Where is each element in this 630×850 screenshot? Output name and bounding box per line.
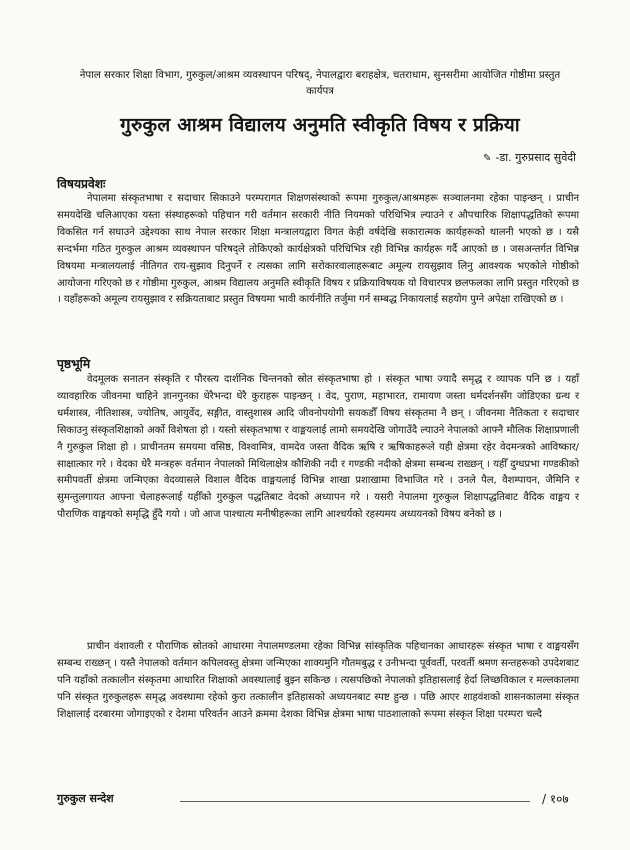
intro-line: नेपाल सरकार शिक्षा विभाग, गुरुकुल/आश्रम व्यवस्थापन परिषद्, नेपालद्वारा बराहक्षेत्र, चतराधाम, सुनसरीमा आयोजित गोष्ठीमा प्रस्तुत कार्यपत्र <box>79 70 561 97</box>
footer-magazine-name: गुरुकुल सन्देश <box>57 792 114 805</box>
author-name: -डा. गुरुप्रसाद सुवेदी <box>495 151 576 164</box>
pen-icon: ✎ <box>483 153 492 164</box>
page-title: गुरुकुल आश्रम विद्यालय अनुमति स्वीकृति विषय र प्रक्रिया <box>120 114 520 136</box>
footer-divider <box>180 801 530 802</box>
paragraph-background-2: प्राचीन वंशावली र पौराणिक स्रोतको आधारमा नेपालमण्डलमा रहेका विभिन्न सांस्कृतिक पहिचानका आधारहरू संस्कृत भाषा र वाङ्मयसँग सम्बन्ध राख्छन् । यस्तै नेपालको वर्तमान कपिलवस्तु क्षेत्रमा जन्मिएका शाक्यमुनि गौतमबुद्ध र उनीभन्दा पूर्ववर्ती, परवर्ती श्रमण सन्तहरूको उपदेशबाट पनि यहाँको तत्कालीन संस्कृतमा आधारित शिक्षाको अवस्थालाई बुझ्न सकिन्छ । त्यसपछिको नेपालको इतिहासलाई हेर्दा लिच्छविकाल र मल्लकालमा पनि संस्कृत गुरुकुलहरू समृद्ध अवस्थामा रहेको कुरा तत्कालीन इतिहासको अध्ययनबाट स्पष्ट हुन्छ । पछि आएर शाहवंशको शासनकालमा संस्कृत शिक्षालाई दरबारमा जोगाइएको र देशमा परिवर्तन आउने क्रममा देशका विभिन्न क्षेत्रमा भाषा पाठशालाको रूपमा संस्कृत शिक्षा परम्परा चल्दै <box>57 641 579 720</box>
section-heading-intro: विषयप्रवेशः <box>57 177 106 191</box>
paragraph-intro: नेपालमा संस्कृतभाषा र सदाचार सिकाउने परम्परागत शिक्षणसंस्थाको रूपमा गुरुकुल/आश्रमहरू सञ्चालनमा रहेका पाइन्छन् । प्राचीन समयदेखि चलिआएका यस्ता संस्थाहरूको पहिचान गरी वर्तमान सरकारी नीति नियमको परिधिभित्र ल्याउने र औपचारिक शिक्षापद्धतिको रूपमा विकसित गर्न सघाउने उद्देश्यका साथ नेपाल सरकार शिक्षा मन्त्रालयद्वारा विगत केही वर्षदेखि सकारात्मक कार्यहरूको थालनी भएको छ । यसै सन्दर्भमा गठित गुरुकुल आश्रम व्यवस्थापन परिषद्ले तोकिएको कार्यक्षेत्रको परिधिभित्र रही विभिन्न कार्यहरू गर्दै आएको छ । जसअन्तर्गत विभिन्न विषयमा मन्त्रालयलाई नीतिगत राय-सुझाव दिनुपर्ने र त्यसका लागि सरोकारवालाहरूबाट अमूल्य रायसुझाव लिनु आवश्यक भएकोले गोष्ठीको आयोजना गरिएको छ र गोष्ठीमा गुरुकुल, आश्रम विद्यालय अनुमति स्वीकृति विषय र प्रक्रियाविषयक यो विचारपत्र छलफलका लागि प्रस्तुत गरिएको छ । यहाँहरूको अमूल्य रायसुझाव र सक्रियताबाट प्रस्तुत विषयमा भावी कार्यनीति तर्जुमा गर्न सम्बद्ध निकायलाई सहयोग पुग्ने अपेक्षा राखिएको छ । <box>57 193 579 306</box>
paragraph-background-1: वेदमूलक सनातन संस्कृति र पौरस्त्य दार्शनिक चिन्तनको स्रोत संस्कृतभाषा हो । संस्कृत भाषा ज्यादै समृद्ध र व्यापक पनि छ । यहाँ व्यावहारिक जीवनमा चाहिने ज्ञानगुनका धेरैभन्दा धेरै कुराहरू पाइन्छन् । वेद, पुराण, महाभारत, रामायण जस्ता धर्मदर्शनसँग जोडिएका ग्रन्थ र धर्मशास्त्र, नीतिशास्त्र, ज्योतिष, आयुर्वेद, सङ्गीत, वास्तुशास्त्र आदि जीवनोपयोगी सयकडौँ विषय संस्कृतमा नै छन् । जीवनमा नैतिकता र सदाचार सिकाउनु संस्कृतशिक्षाको अर्को विशेषता हो । यस्तो संस्कृतभाषा र वाङ्मयलाई लामो समयदेखि जोगाउँदै ल्याउने नेपालको आफ्नै मौलिक शिक्षाप्रणाली नै गुरुकुल शिक्षा हो । प्राचीनतम समयमा वसिष्ठ, विश्वामित्र, वामदेव जस्ता वैदिक ऋषि र ऋषिकाहरूले यही क्षेत्रमा रहेर वेदमन्त्रको आविष्कार/साक्षात्कार गरे । वेदका धेरै मन्त्रहरू वर्तमान नेपालको मिथिलाक्षेत्र कौशिकी नदी र गण्डकी नदीको क्षेत्रमा सम्बन्ध राख्छन् । यहीँ दुग्धप्रभा गण्डकीको समीपवर्ती क्षेत्रमा जन्मिएका वेदव्यासले विशाल वैदिक वाङ्मयलाई विभिन्न शाखा प्रशाखामा विभाजित गरे । उनले पैल, वैशम्पायन, जैमिनि र सुमन्तुलगायत आफ्ना चेलाहरूलाई यहीँको गुरुकुल पद्धतिबाट वेदको अध्यापन गरे । यसरी नेपालमा गुरुकुल शिक्षापद्धतिबाट वैदिक वाङ्मय र पौराणिक वाङ्मयको समृद्धि हुँदै गयो । जो आज पाश्चात्य मनीषीहरूका लागि आश्चर्यको रहस्यमय अध्ययनको विषय बनेको छ । <box>57 374 579 521</box>
author-line <box>483 150 576 167</box>
page-number: / १०७ <box>542 792 569 806</box>
section-heading-background: पृष्ठभूमि <box>57 357 91 371</box>
